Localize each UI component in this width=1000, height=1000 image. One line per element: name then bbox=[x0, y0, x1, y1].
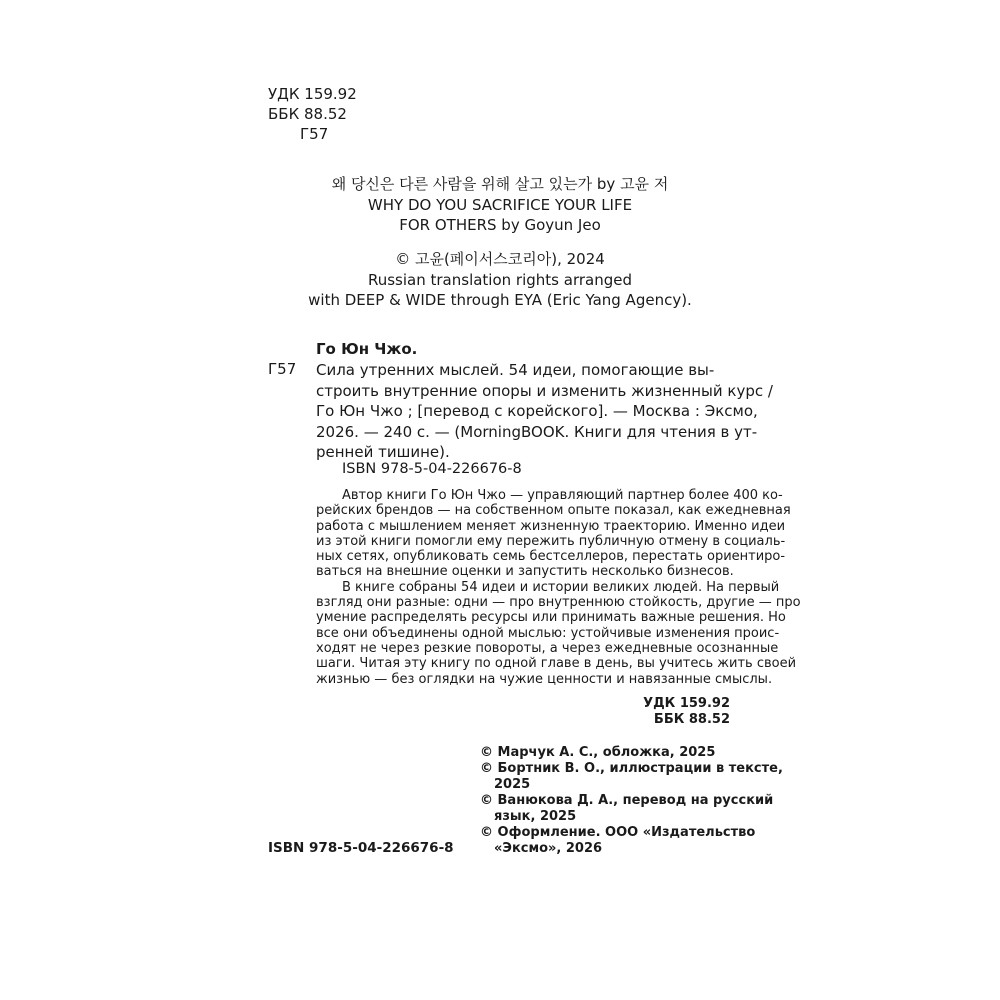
copyright-line-2: Russian translation rights arranged bbox=[367, 270, 632, 289]
author-mark: Г57 bbox=[300, 125, 329, 143]
udk-code-bold: УДК 159.92 bbox=[643, 696, 730, 711]
bbk-code: ББК 88.52 bbox=[268, 105, 347, 123]
annotation-line: В книге собраны 54 идеи и истории великих людей. На первый bbox=[342, 579, 780, 595]
annotation-line: ходят не через резкие повороты, а через ежедневные осознанные bbox=[316, 640, 779, 656]
credit-line: язык, 2025 bbox=[494, 809, 577, 824]
credit-line: 2025 bbox=[494, 777, 531, 792]
annotation-line: ных сетях, опубликовать семь бестселлеров, перестать ориентиро- bbox=[316, 549, 786, 565]
annotation-line: все они объединены одной мыслью: устойчивые изменения проис- bbox=[316, 625, 780, 641]
korean-title: 왜 당신은 다른 사람을 위해 살고 있는가 by 고윤 저 bbox=[331, 175, 669, 193]
bib-line: 2026. — 240 с. — (MorningBOOK. Книги для чтения в ут- bbox=[316, 422, 758, 441]
bibliographic-description bbox=[316, 360, 773, 463]
classification-codes bbox=[268, 84, 357, 144]
credit-line: © Ванюкова Д. А., перевод на русский bbox=[480, 793, 774, 808]
credit-line: © Оформление. ООО «Издательство bbox=[480, 825, 756, 840]
bib-line: строить внутренние опоры и изменить жизненный курс / bbox=[316, 381, 773, 400]
annotation-line: ваться на внешние оценки и запустить несколько бизнесов. bbox=[316, 564, 734, 580]
annotation bbox=[316, 488, 801, 687]
english-title-line-1: WHY DO YOU SACRIFICE YOUR LIFE bbox=[367, 195, 633, 214]
bibliography-mark: Г57 bbox=[268, 360, 297, 378]
udk-code: УДК 159.92 bbox=[268, 85, 357, 103]
copyright-line-3: with DEEP & WIDE through EYA (Eric Yang Agency). bbox=[308, 291, 692, 309]
bbk-code-bold: ББК 88.52 bbox=[653, 712, 730, 727]
english-title-line-2: FOR OTHERS by Goyun Jeo bbox=[399, 216, 601, 234]
credit-line: «Эксмо», 2026 bbox=[494, 841, 603, 856]
annotation-line: Автор книги Го Юн Чжо — управляющий партнер более 400 ко- bbox=[342, 488, 783, 503]
original-title-block bbox=[300, 174, 700, 236]
annotation-line: работа с мышлением меняет жизненную траекторию. Именно идеи bbox=[316, 518, 786, 534]
copyright-line-1: © 고윤(페이서스코리아), 2024 bbox=[395, 250, 605, 268]
annotation-line: взгляд они разные: одни — про внутреннюю стойкость, другие — про bbox=[316, 595, 801, 611]
author-heading: Го Юн Чжо. bbox=[316, 340, 418, 358]
bib-line: Сила утренних мыслей. 54 идеи, помогающие вы- bbox=[316, 361, 715, 379]
classification-codes-right bbox=[600, 696, 730, 728]
annotation-line: жизнью — без оглядки на чужие ценности и навязанные смыслы. bbox=[316, 671, 773, 687]
credits-block bbox=[480, 745, 783, 857]
isbn-bottom: ISBN 978-5-04-226676-8 bbox=[268, 840, 454, 856]
bib-line: Го Юн Чжо ; [перевод с корейского]. — Москва : Эксмо, bbox=[316, 402, 758, 420]
annotation-line: из этой книги помогли ему пережить публичную отмену в социаль- bbox=[316, 533, 786, 549]
credit-line: © Марчук А. С., обложка, 2025 bbox=[480, 745, 716, 760]
copyright-block bbox=[300, 249, 700, 311]
bib-line: ренней тишине). bbox=[316, 443, 450, 461]
annotation-line: умение распределять ресурсы или принимать важные решения. Но bbox=[316, 610, 786, 626]
annotation-line: шаги. Читая эту книгу по одной главе в день, вы учитесь жить своей bbox=[316, 656, 797, 672]
credit-line: © Бортник В. О., иллюстрации в тексте, bbox=[480, 761, 783, 776]
bibliography-isbn: ISBN 978-5-04-226676-8 bbox=[342, 461, 522, 477]
annotation-line: рейских брендов — на собственном опыте показал, как ежедневная bbox=[316, 503, 791, 519]
